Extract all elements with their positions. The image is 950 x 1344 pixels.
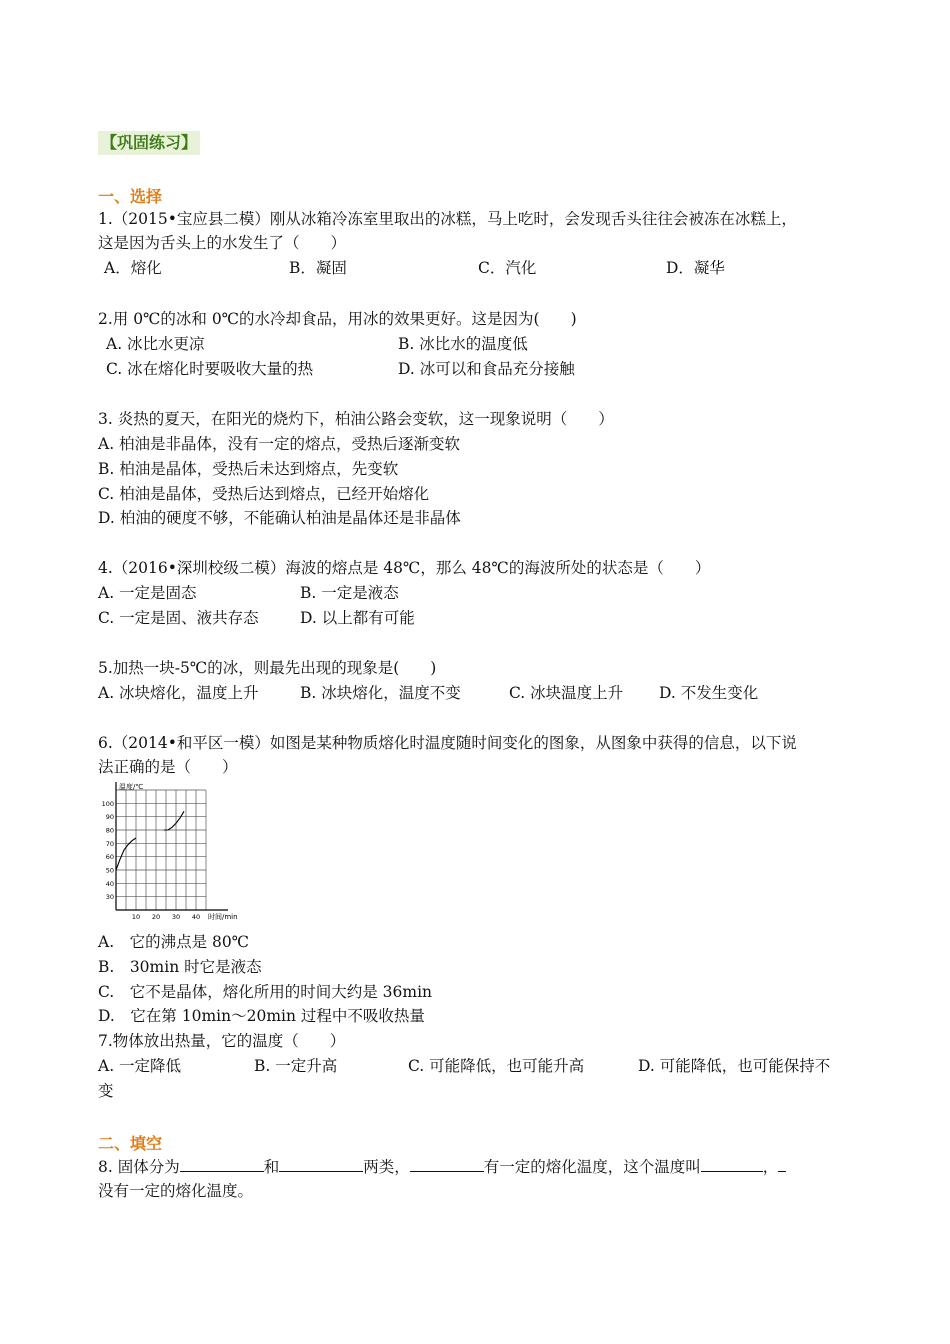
q5-option-c[interactable]: C. 冰块温度上升 (509, 684, 624, 702)
q8-blank-4[interactable] (701, 1156, 763, 1172)
q8-blank-1[interactable] (180, 1156, 264, 1172)
q4-option-b[interactable]: B. 一定是液态 (300, 584, 399, 602)
melting-curve-chart (96, 780, 246, 924)
q1-stem-line1: 1.（2015•宝应县二模）刚从冰箱冷冻室里取出的冰糕，马上吃时，会发现舌头往往会被冻在冰糕上， (98, 210, 797, 228)
y-tick-label: 40 (105, 879, 114, 888)
q4-option-d[interactable]: D. 以上都有可能 (300, 609, 415, 627)
q4-option-a[interactable]: A. 一定是固态 (98, 584, 197, 602)
q2-option-b[interactable]: B. 冰比水的温度低 (398, 335, 528, 353)
x-tick-label: 10 (131, 913, 141, 921)
q1-option-d[interactable]: D．凝华 (666, 259, 725, 277)
q2-option-c[interactable]: C. 冰在熔化时要吸收大量的热 (106, 360, 314, 378)
q6-option-c[interactable]: C. 它不是晶体，熔化所用的时间大约是 36min (98, 983, 433, 1001)
q8-text-2: 和 (263, 1158, 280, 1176)
y-tick-label: 30 (105, 893, 114, 902)
x-tick-label: 30 (171, 913, 181, 921)
x-axis-label: 时间/min (208, 913, 238, 921)
q2-option-d[interactable]: D. 冰可以和食品充分接触 (398, 360, 575, 378)
q8-blank-5[interactable] (778, 1156, 786, 1172)
q8-blank-3[interactable] (410, 1156, 484, 1172)
y-tick-label: 90 (105, 813, 114, 822)
x-tick-label: 40 (191, 913, 201, 921)
q8-text-4: 有一定的熔化温度，这个温度叫 (483, 1158, 701, 1176)
q3-option-d[interactable]: D. 柏油的硬度不够，不能确认柏油是晶体还是非晶体 (98, 509, 461, 527)
q7-option-b[interactable]: B. 一定升高 (254, 1057, 338, 1075)
q7-option-a[interactable]: A. 一定降低 (98, 1057, 182, 1075)
section-title: 【巩固练习】 (98, 131, 200, 155)
q6-option-d[interactable]: D. 它在第 10min～20min 过程中不吸收热量 (98, 1007, 425, 1025)
q5-stem: 5.加热一块-5℃的冰，则最先出现的现象是( ) (98, 659, 437, 677)
q8-line2: 没有一定的熔化温度。 (98, 1182, 254, 1200)
q7-stem: 7.物体放出热量，它的温度（ ） (98, 1032, 346, 1050)
q3-option-a[interactable]: A. 柏油是非晶体，没有一定的熔点，受热后逐渐变软 (98, 435, 461, 453)
q6-option-a[interactable]: A. 它的沸点是 80℃ (98, 933, 250, 951)
part2-heading: 二、填空 (98, 1134, 163, 1153)
q8-text-5: ， (762, 1158, 779, 1176)
y-tick-label: 80 (105, 826, 114, 835)
q5-option-d[interactable]: D. 不发生变化 (659, 684, 759, 702)
y-tick-label: 100 (101, 799, 114, 808)
q7-option-d-wrap: 变 (98, 1082, 114, 1100)
q7-option-d[interactable]: D. 可能降低，也可能保持不 (638, 1057, 831, 1075)
q4-stem: 4.（2016•深圳校级二模）海波的熔点是 48℃，那么 48℃的海波所处的状态是（ ） (98, 559, 711, 577)
y-axis-label: 温度/℃ (119, 783, 144, 791)
q3-option-c[interactable]: C. 柏油是晶体，受热后达到熔点，已经开始熔化 (98, 485, 430, 503)
q8-blank-2[interactable] (279, 1156, 363, 1172)
q8-line1 (98, 1156, 786, 1177)
data-curve-2 (164, 811, 184, 830)
q1-option-c[interactable]: C．汽化 (478, 259, 537, 277)
q3-option-b[interactable]: B. 柏油是晶体，受热后未达到熔点，先变软 (98, 460, 399, 478)
q5-option-a[interactable]: A. 冰块熔化，温度上升 (98, 684, 259, 702)
q1-option-b[interactable]: B．凝固 (289, 259, 347, 277)
y-tick-label: 70 (105, 839, 114, 848)
q4-option-c[interactable]: C. 一定是固、液共存态 (98, 609, 259, 627)
q2-stem: 2.用 0℃的冰和 0℃的水冷却食品，用冰的效果更好。这是因为( ) (98, 310, 577, 328)
x-tick-label: 20 (151, 913, 161, 921)
y-tick-label: 50 (105, 866, 114, 875)
q8-text-1: 8. 固体分为 (98, 1158, 180, 1176)
q2-option-a[interactable]: A. 冰比水更凉 (106, 335, 205, 353)
q3-stem: 3. 炎热的夏天，在阳光的烧灼下，柏油公路会变软，这一现象说明（ ） (98, 410, 614, 428)
q6-stem-line2: 法正确的是（ ） (98, 758, 238, 776)
q1-option-a[interactable]: A．熔化 (104, 259, 162, 277)
q7-option-c[interactable]: C. 可能降低，也可能升高 (408, 1057, 585, 1075)
q8-text-3: 两类， (363, 1158, 410, 1176)
q6-option-b[interactable]: B. 30min 时它是液态 (98, 958, 262, 976)
y-tick-label: 60 (105, 853, 114, 862)
q6-stem-line1: 6.（2014•和平区一模）如图是某种物质熔化时温度随时间变化的图象，从图象中获得的信息，以下说 (98, 734, 797, 752)
q5-option-b[interactable]: B. 冰块熔化，温度不变 (300, 684, 461, 702)
q1-stem-line2: 这是因为舌头上的水发生了（ ） (98, 234, 347, 252)
part1-heading: 一、选择 (98, 187, 163, 206)
